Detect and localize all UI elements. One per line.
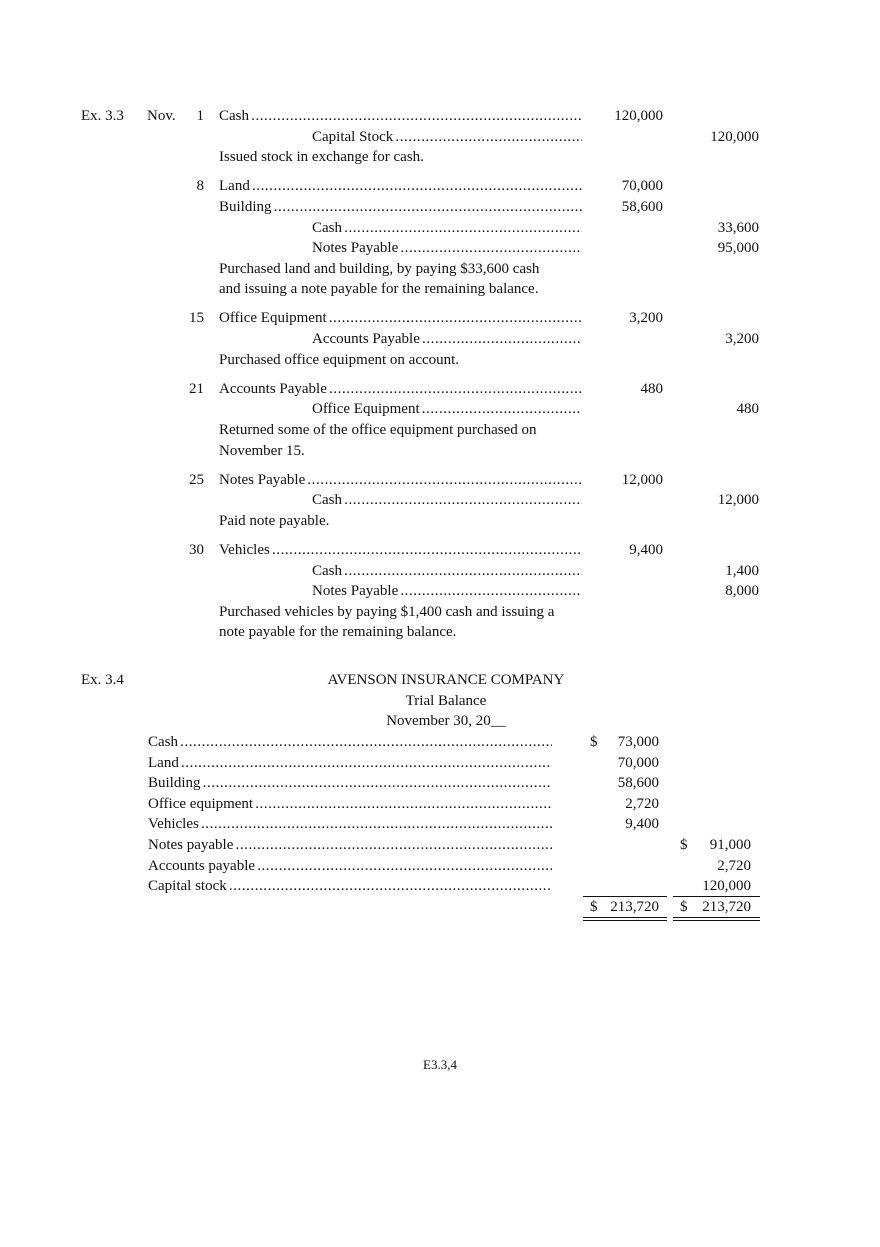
company-name: AVENSON INSURANCE COMPANY bbox=[327, 672, 565, 688]
journal-credit-amount: 3,200 bbox=[725, 331, 759, 347]
report-title: Trial Balance bbox=[405, 692, 487, 709]
journal-debit-amount: 9,400 bbox=[629, 541, 663, 558]
currency-sign: $ bbox=[590, 898, 598, 915]
journal-day: 25 bbox=[189, 471, 204, 488]
journal-debit-account: Accounts Payable . . . bbox=[219, 380, 582, 398]
currency-sign: $ bbox=[590, 734, 598, 750]
journal-debit-amount: 480 bbox=[640, 380, 663, 397]
debit-double-rule bbox=[583, 917, 667, 921]
journal-debit-amount: 58,600 bbox=[621, 198, 663, 215]
journal-debit-amount: 3,200 bbox=[629, 310, 663, 327]
trial-balance-credit: 91,000 bbox=[709, 837, 751, 853]
journal-explanation: note payable for the remaining balance. bbox=[219, 624, 457, 641]
journal-credit-amount: 120,000 bbox=[710, 128, 759, 145]
trial-balance-account: Capital stock . . . bbox=[148, 877, 552, 895]
journal-credit-amount: 95,000 bbox=[717, 240, 759, 257]
trial-balance-account: Building . . . bbox=[148, 774, 552, 792]
journal-explanation: Issued stock in exchange for cash. bbox=[219, 149, 424, 166]
journal-credit-amount: 1,400 bbox=[725, 562, 759, 579]
trial-balance-credit: 120,000 bbox=[702, 878, 751, 895]
journal-credit-account: Notes Payable . . . bbox=[312, 239, 582, 257]
journal-debit-account: Notes Payable . . . bbox=[219, 471, 582, 489]
credit-total-rule bbox=[673, 896, 760, 897]
journal-explanation: Returned some of the office equipment purchased on bbox=[219, 421, 537, 438]
journal-credit-account: Cash . . . bbox=[312, 491, 582, 509]
journal-explanation: Paid note payable. bbox=[219, 512, 330, 529]
trial-balance-total-credit: 213,720 bbox=[702, 898, 751, 915]
journal-day: 1 bbox=[196, 108, 204, 124]
journal-debit-amount: 70,000 bbox=[621, 178, 663, 195]
journal-debit-account: Office Equipment . . . bbox=[219, 309, 582, 327]
exercise-label: Ex. 3.4 bbox=[81, 672, 124, 688]
journal-credit-amount: 12,000 bbox=[717, 492, 759, 509]
journal-credit-account: Office Equipment . . . bbox=[312, 400, 582, 418]
journal-credit-amount: 33,600 bbox=[717, 219, 759, 236]
journal-explanation: Purchased office equipment on account. bbox=[219, 351, 460, 368]
exercise-label: Ex. 3.3 bbox=[81, 108, 124, 124]
trial-balance-account: Land . . . bbox=[148, 754, 552, 772]
journal-month: Nov. bbox=[147, 108, 176, 124]
journal-credit-account: Cash . . . bbox=[312, 562, 582, 580]
page-footer: E3.3,4 bbox=[423, 1057, 457, 1072]
report-date: November 30, 20__ bbox=[386, 713, 506, 729]
journal-debit-account: Cash . . . bbox=[219, 107, 582, 125]
journal-explanation: and issuing a note payable for the remaining balance. bbox=[219, 281, 539, 298]
journal-credit-account: Notes Payable . . . bbox=[312, 582, 582, 600]
journal-debit-account: Land . . . bbox=[219, 177, 582, 195]
journal-credit-amount: 8,000 bbox=[725, 583, 759, 600]
trial-balance-debit: 73,000 bbox=[617, 734, 659, 750]
journal-day: 21 bbox=[189, 380, 204, 397]
journal-credit-account: Capital Stock . . . bbox=[312, 128, 582, 146]
trial-balance-account: Notes payable . . . bbox=[148, 836, 552, 854]
trial-balance-account: Vehicles . . . bbox=[148, 815, 552, 833]
currency-sign: $ bbox=[680, 898, 688, 915]
trial-balance-account: Cash . . . bbox=[148, 733, 552, 751]
journal-explanation: Purchased vehicles by paying $1,400 cash and issuing a bbox=[219, 603, 555, 620]
journal-explanation: November 15. bbox=[219, 442, 305, 459]
currency-sign: $ bbox=[680, 837, 688, 853]
debit-total-rule bbox=[583, 896, 667, 897]
trial-balance-credit: 2,720 bbox=[717, 857, 751, 874]
trial-balance-debit: 9,400 bbox=[625, 816, 659, 833]
trial-balance-total-debit: 213,720 bbox=[610, 898, 659, 915]
journal-debit-amount: 120,000 bbox=[614, 108, 663, 124]
credit-double-rule bbox=[673, 917, 760, 921]
journal-credit-account: Accounts Payable . . . bbox=[312, 330, 582, 348]
trial-balance-debit: 58,600 bbox=[617, 775, 659, 792]
trial-balance-account: Office equipment . . . bbox=[148, 795, 552, 813]
trial-balance-debit: 70,000 bbox=[617, 754, 659, 771]
journal-debit-amount: 12,000 bbox=[621, 471, 663, 488]
journal-credit-amount: 480 bbox=[736, 401, 759, 418]
journal-explanation: Purchased land and building, by paying $33,600 cash bbox=[219, 260, 540, 277]
journal-day: 15 bbox=[189, 310, 204, 327]
journal-debit-account: Building . . . bbox=[219, 198, 582, 216]
journal-day: 30 bbox=[189, 541, 204, 558]
journal-credit-account: Cash . . . bbox=[312, 219, 582, 237]
journal-day: 8 bbox=[196, 178, 204, 195]
journal-debit-account: Vehicles . . . bbox=[219, 541, 582, 559]
trial-balance-account: Accounts payable . . . bbox=[148, 857, 552, 875]
trial-balance-debit: 2,720 bbox=[625, 795, 659, 812]
